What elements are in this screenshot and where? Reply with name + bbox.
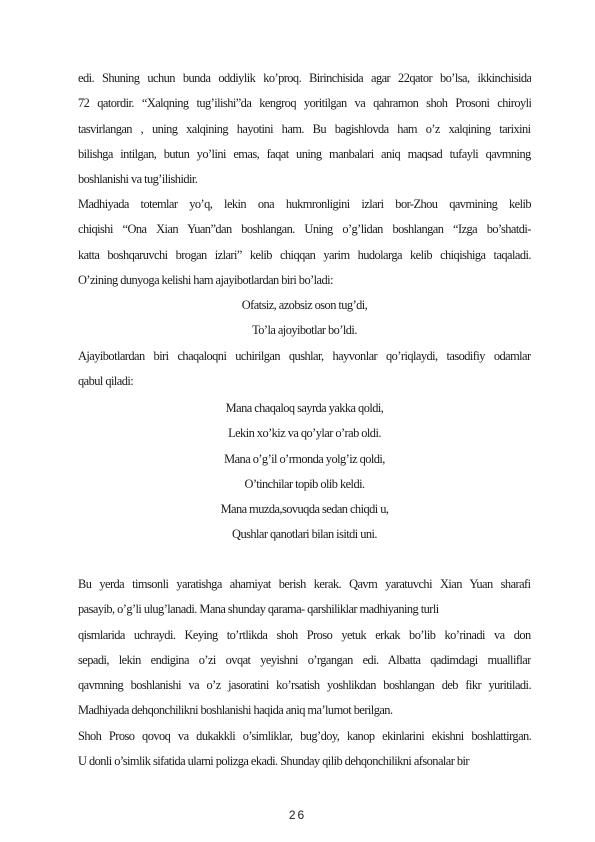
verse-line: Lekin xo’kiz va qo’ylar o’rab oldi. bbox=[228, 426, 381, 441]
text-line: tasvirlangan , uning xalqining hayotini ham. Bu bagishlovda ham o’z xalqining tarixini bbox=[78, 121, 531, 136]
verse-line: Mana chaqaloq sayrda yakka qoldi, bbox=[225, 401, 384, 415]
text-line: O’zining dunyoga kelishi ham ajayibotlardan biri bo’ladi: bbox=[78, 272, 333, 287]
text-line: edi. Shuning uchun bunda oddiylik ko’proq. Birinchisida agar 22qator bo’lsa, ikkinchisida bbox=[78, 71, 531, 85]
text-line: 72 qatordir. “Xalqning tug’ilishi”da kengroq yoritilgan va qahramon shoh Prosoni chiroyli bbox=[78, 96, 531, 111]
verse-line: O’tinchilar topib olib keldi. bbox=[244, 476, 365, 491]
text-line: Madhiyada dehqonchilikni boshlanishi haqida aniq ma’lumot berilgan. bbox=[78, 703, 393, 718]
paragraph-5 bbox=[78, 724, 531, 775]
paragraph-3 bbox=[78, 344, 531, 395]
text-line: katta boshqaruvchi brogan izlari” kelib chiqqan yarim hudolarga kelib chiqishiga taqaladi. bbox=[78, 247, 531, 262]
text-line: chiqishi “Ona Xian Yuan”dan boshlangan. Uning o’g’lidan boshlangan “Izga bo’shatdi- bbox=[78, 222, 531, 237]
text-line: boshlanishi va tug’ilishidir. bbox=[78, 172, 198, 187]
paragraph-2 bbox=[78, 192, 531, 293]
verse-line: To’la ajoyibotlar bo’ldi. bbox=[252, 323, 357, 338]
verse-line: Mana muzda,sovuqda sedan chiqdi u, bbox=[220, 502, 389, 517]
text-line: pasayib, o’g’li ulug’lanadi. Mana shunday qarama- qarshiliklar madhiyaning turli bbox=[78, 602, 439, 617]
text-line: Madhiyada totemlar yo’q, lekin ona hukmronligini izlari bor-Zhou qavmining kelib bbox=[78, 197, 531, 211]
paragraph-1 bbox=[78, 66, 531, 192]
verse-line: Ofatsiz, azobsiz oson tug’di, bbox=[241, 298, 368, 312]
text-line: qavmning boshlanishi va o’z jasoratini ko’rsatish yoshlikdan boshlangan deb fikr yuritiladi. bbox=[78, 678, 531, 693]
verse-2 bbox=[78, 396, 531, 548]
text-line: bilishga intilgan, butun yo’lini emas, faqat uning manbalari aniq maqsad tufayli qavmning bbox=[78, 146, 531, 161]
verse-1 bbox=[78, 293, 531, 344]
text-line: U donli o’simlik sifatida ularni polizga ekadi. Shunday qilib dehqonchilikni afsonalar bir bbox=[78, 754, 469, 769]
text-line: qabul qiladi: bbox=[78, 374, 134, 389]
paragraph-4 bbox=[78, 572, 531, 724]
verse-line: Mana o’g’il o’rmonda yolg’iz qoldi, bbox=[224, 451, 385, 466]
text-line: Ajayibotlardan biri chaqaloqni uchirilgan qushlar, hayvonlar qo’riqlaydi, tasodifiy odamlar bbox=[78, 349, 531, 363]
text-line: qismlarida uchraydi. Keying to’rtlikda shoh Proso yetuk erkak bo’lib ko’rinadi va don bbox=[78, 627, 531, 642]
text-line: Bu yerda timsonli yaratishga ahamiyat berish kerak. Qavm yaratuvchi Xian Yuan sharafi bbox=[78, 577, 531, 591]
text-line: Shoh Proso qovoq va dukakkli o’simliklar, bug’doy, kanop ekinlarini ekishni boshlattirgan. bbox=[78, 729, 531, 743]
page-number: 26 bbox=[288, 808, 307, 822]
verse-line: Qushlar qanotlari bilan isitdi uni. bbox=[232, 527, 377, 542]
text-line: sepadi, lekin endigina o’zi ovqat yeyishni o’rgangan edi. Albatta qadimdagi mualliflar bbox=[78, 652, 531, 667]
